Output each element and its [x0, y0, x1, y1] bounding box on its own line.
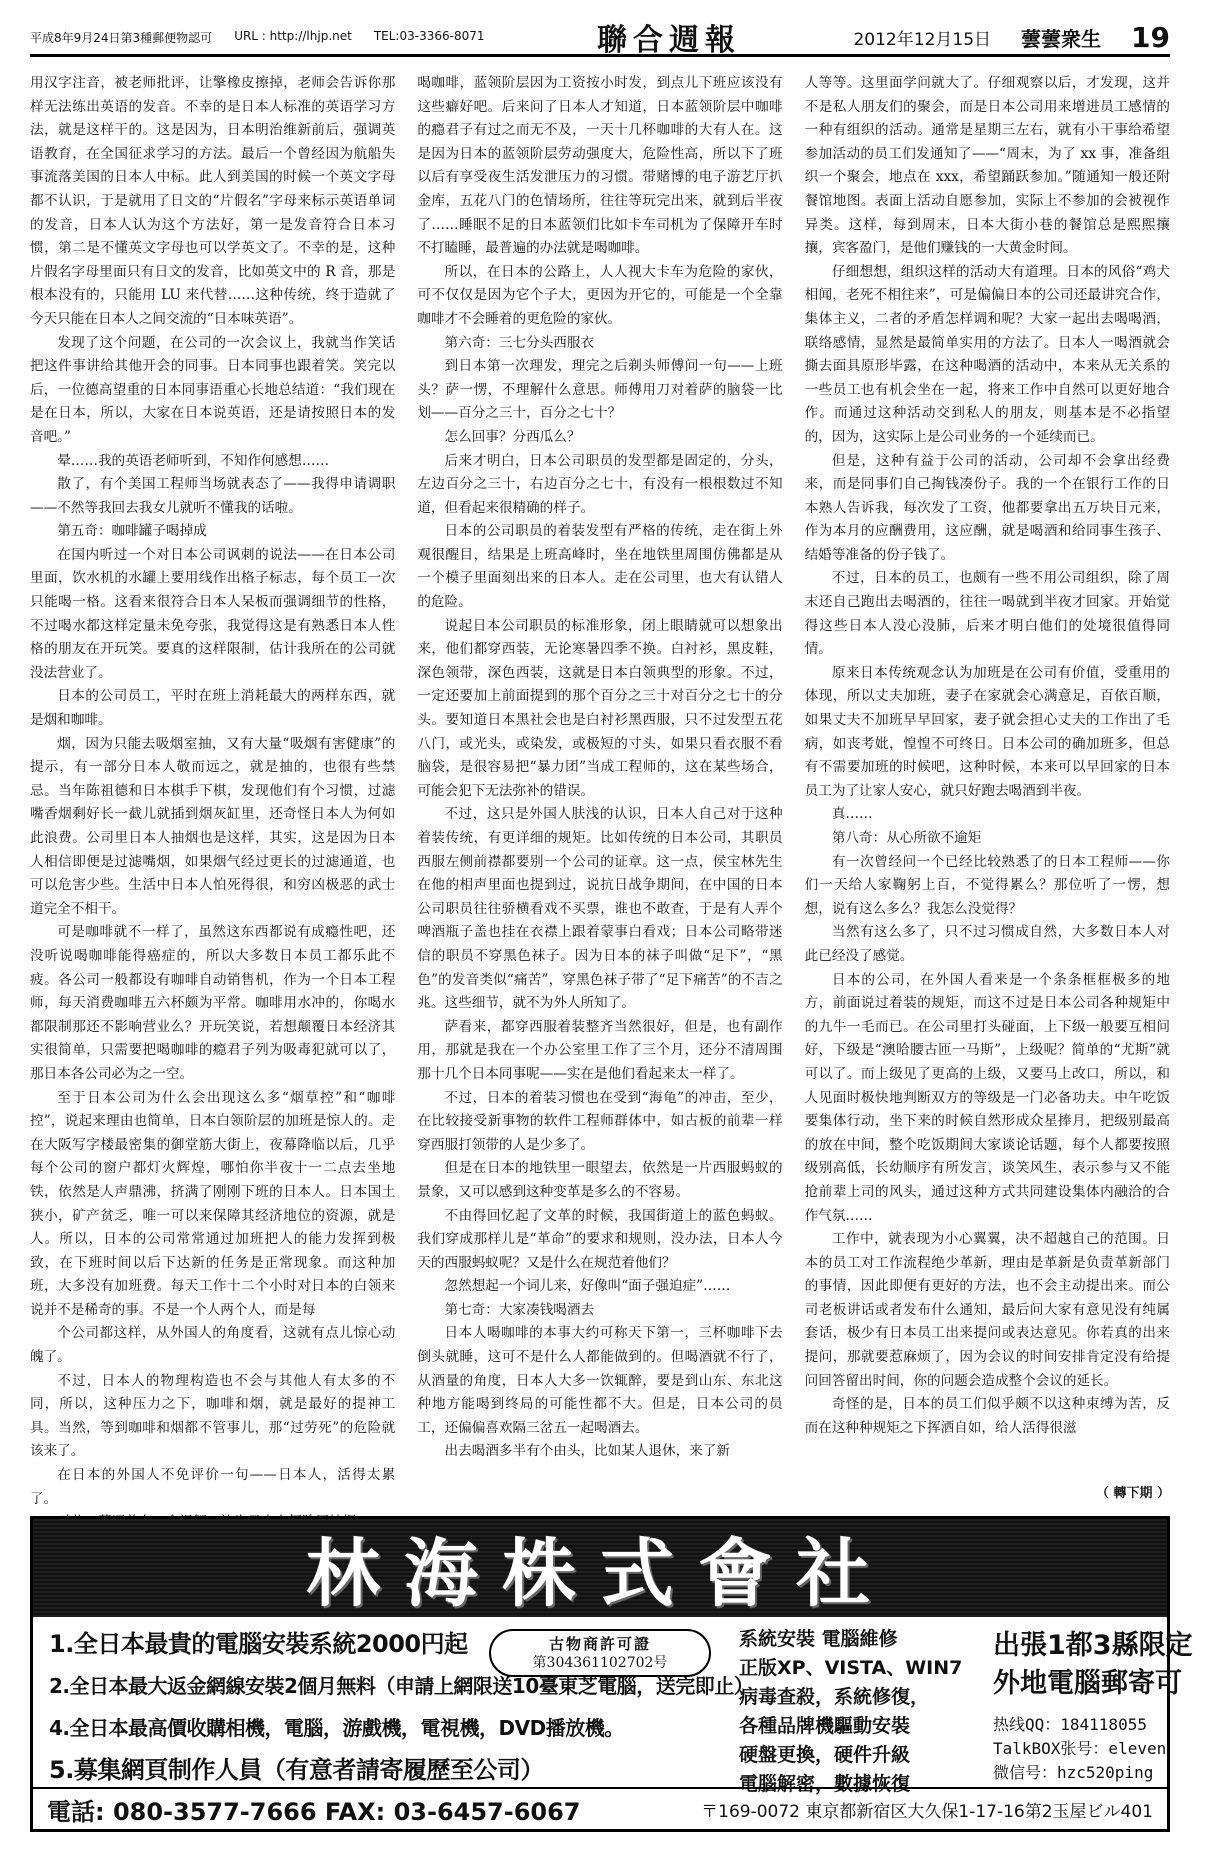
- article-paragraph: 原来日本传统观念认为加班是在公司有价值，受重用的体现，所以丈夫加班，妻子在家就会心满意足，百依百顺，如果丈夫不加班早早回家，妻子就会担心丈夫的工作出了毛病，如丧考妣，惶惶不可终日。日本公司的确加班多，但总有不需要加班的时候吧，这种时候，本来可以早回家的日本员工为了让家人安心，就只好跑去喝酒到半夜。: [804, 664, 1170, 799]
- article-paragraph: 可是咖啡就不一样了，虽然这东西都说有成瘾性吧，还没听说喝咖啡能得癌症的，所以大多数日本员工都乐此不疲。各公司一般都设有咖啡自动销售机，作为一个日本工程师，每天消费咖啡五六杯颇为平常。咖啡用水冲的，你喝水都限制那还不影响营业么？开玩笑说，若想颠覆日本经济其实很简单，只需要把喝咖啡的瘾君子列为吸毒犯就可以了，那日本各公司必为之一空。: [30, 924, 396, 1082]
- ad-service-item: 各種品牌機驅動安裝: [739, 1715, 911, 1737]
- article-paragraph: 不过，日本的员工，也颇有一些不用公司组织，除了周末还自己跑出去喝酒的，往往一喝就到半夜才回家。开始觉得这些日本人没心没肺，后来才明白他们的处境很值得同情。: [804, 570, 1170, 658]
- ad-talkbox: TalkBOX张号：eleven: [993, 1739, 1167, 1758]
- ad-offer-line: 4.全日本最高價收購相機，電腦，游戲機，電視機，DVD播放機。: [49, 1716, 624, 1740]
- issue-date: 2012年12月15日: [853, 29, 992, 50]
- ad-banner: [33, 1519, 1167, 1617]
- article-body: [30, 72, 1170, 1507]
- article-paragraph: 到日本第一次理发，理完之后剃头师傅问一句——上班头？萨一愣，不理解什么意思。师傅用刀对着萨的脑袋一比划——百分之三十，百分之七十？: [417, 358, 783, 422]
- article-paragraph: 工作中，就表现为小心翼翼，决不超越自己的范围。日本的员工对工作流程绝少革新，理由是革新是负责革新部门的事情，因此即便有更好的方法，也不会主动提出来。而公司老板讲话或者发布什么通知，最后问大家有意见没有纯属套话，极少有日本员工出来提问或表达意见。你若真的出来提问，那就要惹麻烦了，因为会议的时间安排肯定没有给提问回答留出时间，你的问题会造成整个会议的延长。: [804, 1231, 1170, 1389]
- article-paragraph: 有一次曾经问一个已经比较熟悉了的日本工程师——你们一天给人家鞠躬上百，不觉得累么？那位听了一愣，想想，说有这么多么？我怎么没觉得？: [804, 853, 1170, 917]
- article-paragraph: 奇怪的是，日本的员工们似乎颇不以这种束缚为苦，反而在这种种规矩之下挥洒自如，给人活得很滋: [804, 1396, 1170, 1436]
- article-paragraph: 后来才明白，日本公司职员的发型都是固定的，分头，左边百分之三十，右边百分之七十，有没有一根根数过不知道，但看起来很精确的样子。: [417, 452, 783, 516]
- website-url[interactable]: URL : http://lhjp.net: [234, 28, 352, 43]
- article-paragraph: 真……: [831, 806, 873, 823]
- ad-offer-line: 2.全日本最大返金網線安裝2個月無料（申請上網限送10臺東芝電腦，送完即止）: [49, 1674, 754, 1698]
- ad-contact-info: [993, 1713, 1207, 1785]
- license-title: 古物商許可證: [548, 1635, 651, 1653]
- article-paragraph: 仔细想想，组织这样的活动大有道理。日本的风俗“鸡犬相闻，老死不相往来”，可是偏偏日本的公司还最讲究合作，集体主义，二者的矛盾怎样调和呢？大家一起出去喝喝酒，联络感情，显然是最简单实用的方法了。日本人一喝酒就会撕去面具原形毕露，在这种喝酒的活动中，本来从无关系的一些员工也有机会坐在一起，将来工作中自然可以更好地合作。而通过这种活动交到私人的朋友，则基本是不必指望的，因为，这实际上是公司业务的一个延续而已。: [804, 263, 1170, 445]
- section-heading: 第五奇：咖啡罐子喝掉成: [57, 523, 207, 540]
- article-paragraph: 烟，因为只能去吸烟室抽，又有大量“吸烟有害健康”的提示，有一部分日本人敬而远之，就是抽的，也很有些禁忌。当年陈祖德和日本棋手下棋，发现他们有个习惯，过滤嘴香烟剩好长一截儿就插到烟灰缸里，还奇怪日本人为何如此浪费。公司里日本人抽烟也是这样，其实，这是因为日本人相信即便是过滤嘴烟，如果烟气经过更长的过滤通道，也可以危害少些。生活中日本人怕死得很，和穷凶极恶的武士道完全不相干。: [30, 735, 396, 917]
- article-paragraph: 萨看来，都穿西服着装整齐当然很好，但是，也有副作用，那就是我在一个办公室里工作了三个月，还分不清周围那十几个日本同事呢——实在是他们看起来太一样了。: [417, 1018, 783, 1082]
- article-paragraph: 喝咖啡，蓝领阶层因为工资按小时发，到点儿下班应该没有这些癖好吧。后来问了日本人才知道，日本蓝领阶层中咖啡的瘾君子有过之而无不及，一天十几杯咖啡的大有人在。这是因为日本的蓝领阶层劳动强度大，危险性高，所以下了班以后有享受夜生活发泄压力的习惯。带赌博的电子游艺厅扒金库，五花八门的色情场所，往往等玩完出来，就到后半夜了……睡眠不足的日本蓝领们比如卡车司机为了保障开车时不打瞌睡，最普遍的办法就是喝咖啡。: [417, 75, 783, 257]
- article-paragraph: 所以，在日本的公路上，人人视大卡车为危险的家伙，可不仅仅是因为它个子大，更因为开它的，可能是一个全靠咖啡才不会睡着的更危险的家伙。: [417, 263, 783, 327]
- ad-contact-panel: [993, 1627, 1207, 1785]
- article-paragraph: 至于日本公司为什么会出现这么多“烟草控”和“咖啡控”，说起来理由也简单，日本白领阶层的加班是惊人的。走在大阪写字楼最密集的御堂筋大街上，夜幕降临以后，几乎每个公司的窗户都灯火辉煌，哪怕你半夜十一二点去坐地铁，依然是人声鼎沸，挤满了刚刚下班的日本人。日本国土狭小，矿产贫乏，唯一可以来保障其经济地位的资源，就是人。所以，日本的公司常常通过加班把人的能力发挥到极致，在下班时间以后下达新的任务是正常现象。而这种加班，大多没有加班费。每天工作十二个小时对日本的白领来说并不是稀奇的事。不是一个人两个人，而是每: [30, 1089, 396, 1318]
- article-paragraph: 人等等。这里面学问就大了。仔细观察以后，才发现，这并不是私人朋友们的聚会，而是日本公司用来增进员工感情的一种有组织的活动。通常是星期三左右，就有小干事给希望参加活动的员工们发通知了——“周末，为了 xx 事，准备组织一个聚会，地点在 xxx，希望踊跃参加。”随通知一般还附餐馆地图。表面上活动自愿参加，实际上不参加的会被视作异类。这样，每到周末，日本大街小巷的餐馆总是熙熙攘攘，宾客盈门，是他们赚钱的一大黄金时间。: [804, 75, 1170, 257]
- article-paragraph: 在国内听过一个对日本公司讽刺的说法——在日本公司里面，饮水机的水罐上要用线作出格子标志，每个员工一次只能喝一格。这看来很符合日本人呆板而强调细节的性格，不过喝水都这样定量未免夸张，我觉得这是有熟悉日本人性格的朋友在开玩笑。要真的这样限制，估计我所在的公司就没法营业了。: [30, 546, 396, 681]
- article-paragraph: 怎么回事？分西瓜么？: [444, 428, 581, 445]
- ad-footer: [33, 1787, 1167, 1829]
- article-column-3: [805, 72, 1170, 1535]
- ad-highlight: 出張1都3縣限定: [993, 1630, 1193, 1661]
- ad-wechat: 微信号：hzc520ping: [993, 1763, 1154, 1782]
- article-paragraph: 日本的公司职员的着装发型有严格的传统，走在街上外观很醒目，结果是上班高峰时，坐在地铁里周围仿佛都是从一个模子里面刻出来的日本人。走在公司里，也大有认错人的危险。: [417, 523, 783, 611]
- ad-offer-line: 1.全日本最貴的電腦安裝系統2000円起: [49, 1630, 468, 1658]
- article-column-1: [30, 72, 395, 1535]
- continued-next-issue: （ 轉下期 ）: [1095, 1486, 1170, 1501]
- header-left: [30, 29, 484, 46]
- ad-company-name: 林海株式會社: [306, 1531, 894, 1617]
- header-right: [853, 21, 1170, 54]
- article-paragraph: 但是在日本的地铁里一眼望去，依然是一片西服蚂蚁的景象，又可以感到这种变革是多么的不容易。: [417, 1160, 783, 1200]
- ad-service-item: 正版XP、VISTA、WIN7: [739, 1657, 963, 1679]
- article-paragraph: 不过，这只是外国人肤浅的认识，日本人自己对于这种着装传统，有更详细的规矩。比如传统的日本公司，其职员西服左侧前襟都要别一个公司的证章。这一点，侯宝林先生在他的相声里面也提到过，说抗日战争期间，在中国的日本公司职员往往骄横看戏不买票，谁也不敢查，于是有人弄个啤酒瓶子盖也挂在衣襟上跟着蒙事白看戏；日本公司略带迷信的职员不穿黑色袜子。因为日本的袜子叫做“足下”，“黑色”的发音类似“痛苦”，穿黑色袜子带了“足下痛苦”的不吉之兆。这些细节，就不为外人所知了。: [417, 806, 783, 1012]
- article-paragraph: 不由得回忆起了文革的时候，我国街道上的蓝色蚂蚁。我们穿成那样儿是“革命”的要求和规则，没办法，日本人今天的西服蚂蚁呢？又是什么在规范着他们？: [417, 1207, 783, 1271]
- article-paragraph: 说起日本公司职员的标准形象，闭上眼睛就可以想象出来，他们都穿西装，无论寒暑四季不换。白衬衫，黑皮鞋，深色领带，深色西装，这就是日本白领典型的形象。不过，一定还要加上前面提到的那个百分之三十对百分之七十的分头。要知道日本黑社会也是白衬衫黑西服，只不过发型五花八门，或光头，或染发，或极短的寸头，如果只看衣服不看脑袋，是很容易把“暴力团”当成工程师的，这在某些场合，可能会犯下无法弥补的错误。: [417, 617, 783, 799]
- ad-service-item: 病毒查殺，系統修復，: [739, 1686, 930, 1708]
- page-header: [30, 20, 1170, 57]
- article-paragraph: 出去喝酒多半有个由头，比如某人退休，来了新: [444, 1443, 730, 1460]
- article-paragraph: 不过，日本的着装习惯也在受到“海龟”的冲击，至少，在比较接受新事物的软件工程师群体中，如古板的前辈一样穿西服打领带的人是少多了。: [417, 1089, 783, 1153]
- license-badge: [489, 1629, 711, 1677]
- ad-address: 〒169-0072 東京都新宿区大久保1-17-16第2玉屋ビル401: [701, 1801, 1153, 1822]
- article-paragraph: 当然有这么多了，只不过习惯成自然，大多数日本人对此已经没了感觉。: [804, 924, 1170, 964]
- postal-permit: 平成8年9月24日第3種郵便物認可: [30, 30, 213, 45]
- article-paragraph: 日本人喝咖啡的本事大约可称天下第一，三杯咖啡下去倒头就睡，这可不是什么人都能做到的。但喝酒就不行了，从酒量的角度，日本人大多一饮辄醉，要是到山东、东北这种地方能喝到终局的可能性都不大。但是，日本公司的员工，还偏偏喜欢隔三岔五一起喝酒去。: [417, 1325, 783, 1436]
- article-paragraph: 不过，日本人的物理构造也不会与其他人有太多的不同，所以，这种压力之下，咖啡和烟，就是最好的提神工具。当然，等到咖啡和烟都不管事儿，那“过劳死”的危险就该来了。: [30, 1372, 396, 1460]
- article-paragraph: 晕……我的英语老师听到，不知作何感想……: [57, 452, 330, 469]
- license-number: 第304361102702号: [532, 1655, 668, 1671]
- ad-services-list: [739, 1625, 995, 1799]
- section-heading: 第七奇：大家凑钱喝酒去: [444, 1301, 595, 1318]
- advertisement: [30, 1516, 1193, 1832]
- article-paragraph: 散了，有个美国工程师当场就表态了——我得申请调职——不然等我回去我女儿就听不懂我的话啦。: [30, 476, 396, 516]
- article-paragraph: 日本的公司，在外国人看来是一个条条框框极多的地方，前面说过着装的规矩，而这不过是日本公司各种规矩中的九牛一毛而已。在公司里打头碰面，上下级一般要互相问好，下级是“澳哈腰古匝一马斯”，上级呢？简单的“尤斯”就可以了。而上级见了更高的上级，又要马上改口，所以，和人见面时极快地判断双方的等级是一门必备功夫。中午吃饭要集体行动，坐下来的时候自然形成众星捧月，把级别最高的放在中间，整个吃饭期间大家谈论话题，每个人都要按照级别高低，长幼顺序有所发言，谈笑风生，表示参与又不能抢前辈上司的风头，通过这种方式共同建设集体内融洽的合作气氛……: [804, 971, 1170, 1224]
- column-name: 蕓蕓衆生: [1021, 26, 1102, 51]
- ad-phone-fax: 電話: 080-3577-7666 FAX: 03-6457-6067: [47, 1797, 581, 1826]
- ad-qq: 热线QQ：184118055: [993, 1715, 1147, 1734]
- section-heading: 第八奇：从心所欲不逾矩: [831, 830, 982, 846]
- article-paragraph: 日本的公司员工，平时在班上消耗最大的两样东西，就是烟和咖啡。: [30, 688, 396, 729]
- article-paragraph: 个公司都这样，从外国人的角度看，这就有点儿惊心动魄了。: [30, 1325, 396, 1366]
- article-paragraph: 忽然想起一个词儿来，好像叫“面子强迫症”……: [444, 1278, 731, 1295]
- header-phone: TEL:03-3366-8071: [373, 28, 485, 43]
- section-heading: 第六奇：三七分头西服衣: [444, 334, 595, 351]
- newspaper-title: 聯合週報: [596, 23, 741, 58]
- page-number: 19: [1131, 20, 1170, 54]
- article-column-2: [417, 72, 782, 1535]
- article-paragraph: 发现了这个问题，在公司的一次会议上，我就当作笑话把这件事讲给其他开会的同事。日本同事也跟着笑。笑完以后，一位德高望重的日本同事语重心长地总结道：“我们现在是在日本，所以，大家在日本说英语，还是请按照日本的发音吧。”: [30, 334, 396, 445]
- article-paragraph: 在日本的外国人不免评价一句——日本人，活得太累了。: [30, 1467, 396, 1507]
- article-paragraph: 但是，这种有益于公司的活动，公司却不会拿出经费来，而是同事们自己掏钱凑份子。我的一个在银行工作的日本熟人告诉我，每次发了工资，他都要拿出五万块日元来，作为本月的应酬费用，这应酬，就是喝酒和给同事生孩子、结婚等准备的份子钱了。: [804, 452, 1170, 563]
- article-paragraph: 用汉字注音，被老师批评，让擎橡皮擦掉，老师会告诉你那样无法练出英语的发音。不幸的是日本人标准的英语学习方法，就是这样干的。这是因为，日本明治维新前后，强调英语教育，在全国征求学习的方法。最后一个曾经因为航船失事流落美国的日本人中标。此人到美国的时候一个英文字母都不认识，于是就用了日文的“片假名”字母来标示英语单词的发音，日本人认为这个方法好，第一是发音符合日本习惯，第二是不懂英文字母也可以学英文了。不幸的是，这种片假名字母里面只有日文的发音，比如英文中的 R 音，那是根本没有的，只能用 LU 来代替……这种传统，终于造就了今天只能在日本人之间交流的“日本味英语”。: [30, 75, 396, 327]
- ad-offer-line: 5.募集網頁制作人員（有意者請寄履歷至公司）: [49, 1756, 544, 1784]
- ad-service-item: 硬盤更換，硬件升級: [739, 1744, 911, 1766]
- ad-highlight: 外地電腦郵寄可: [993, 1668, 1182, 1699]
- ad-service-item: 電腦解密，數據恢復: [739, 1773, 911, 1795]
- ad-service-item: 系統安裝 電腦維修: [739, 1628, 898, 1650]
